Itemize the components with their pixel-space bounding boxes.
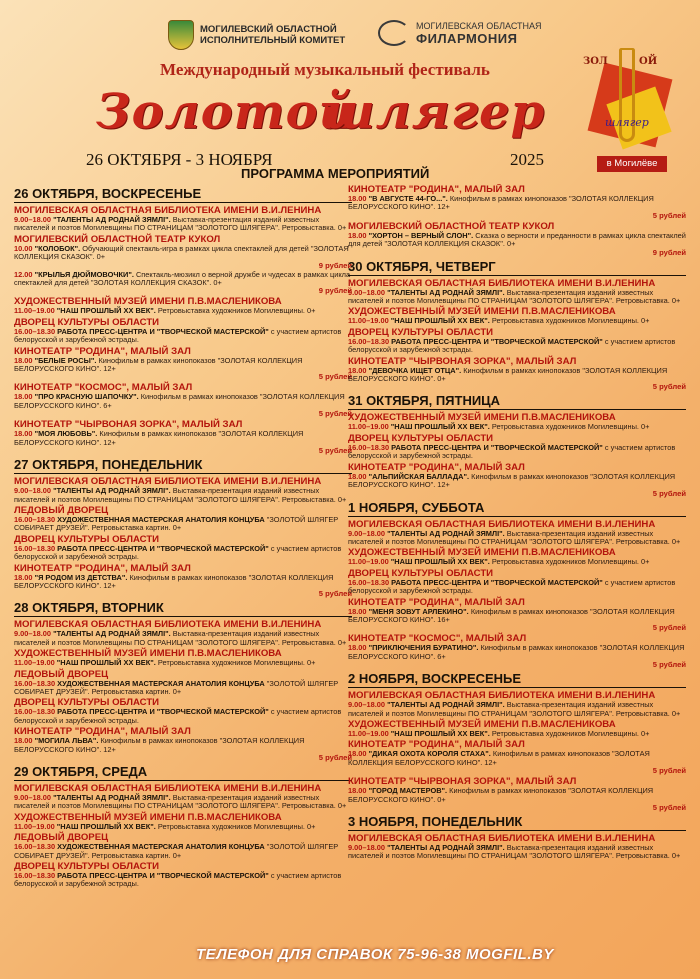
venue-heading: МОГИЛЕВСКАЯ ОБЛАСТНАЯ БИБЛИОТЕКА ИМЕНИ В.И.ЛЕНИНА (348, 277, 656, 289)
event-time: 18.00 (348, 643, 367, 653)
event-time: 16.00–18.30 (348, 336, 390, 346)
venue-heading: КИНОТЕАТР "РОДИНА", МАЛЫЙ ЗАЛ (348, 596, 525, 608)
venue-heading: КИНОТЕАТР "ЧЫРВОНАЯ ЗОРКА", МАЛЫЙ ЗАЛ (348, 776, 577, 788)
event-name: "НАШ ПРОШЛЫЙ XX ВЕК". (56, 658, 156, 668)
event-price: 5 рублей (652, 488, 686, 498)
venue-heading: КИНОТЕАТР "РОДИНА", МАЛЫЙ ЗАЛ (348, 184, 525, 195)
event-entry (14, 574, 352, 599)
event-time: 18.00 (348, 749, 367, 759)
event-description: с участием артистов белорусской и зарубежной эстрады. (14, 326, 342, 345)
event-name: "ТАЛЕНТЫ АД РОДНАЙ ЗЯМЛІ". (53, 793, 171, 802)
venue-heading: МОГИЛЕВСКАЯ ОБЛАСТНАЯ БИБЛИОТЕКА ИМЕНИ В.И.ЛЕНИНА (14, 476, 322, 488)
event-name: "ПРО КРАСНУЮ ШАПОЧКУ". (34, 392, 139, 402)
venue-heading: МОГИЛЕВСКАЯ ОБЛАСТНАЯ БИБЛИОТЕКА ИМЕНИ В.И.ЛЕНИНА (348, 518, 656, 530)
event-entry (348, 579, 686, 596)
event-description: Выставка-презентация изданий известных писателей и поэтов Могилевщины ПО СТРАНИЦАМ "ЗОЛОТОГО ШЛЯГЕРА". Ретровыставка. 0+ (14, 629, 347, 647)
event-name: "НАШ ПРОШЛЫЙ XX ВЕК". (390, 422, 490, 432)
philharmonic-logo-icon (378, 20, 410, 46)
event-time: 11.00–19.00 (14, 658, 55, 668)
event-name: "Я РОДОМ ИЗ ДЕТСТВА". (34, 572, 128, 582)
venue-heading: ХУДОЖЕСТВЕННЫЙ МУЗЕЙ ИМЕНИ П.В.МАСЛЕНИКОВА (348, 547, 616, 559)
event-name: ХУДОЖЕСТВЕННАЯ МАСТЕРСКАЯ АНАТОЛИЯ КОНЦУБА (57, 514, 265, 524)
event-name: РАБОТА ПРЕСС-ЦЕНТРА И "ТВОРЧЕСКОЙ МАСТЕРСКОЙ" (57, 326, 269, 336)
event-entry (14, 245, 352, 270)
venue-heading: ДВОРЕЦ КУЛЬТУРЫ ОБЛАСТИ (14, 316, 160, 328)
venue-heading: КИНОТЕАТР "КОСМОС", МАЛЫЙ ЗАЛ (348, 633, 527, 645)
event-time: 16.00–18.30 (14, 543, 56, 553)
event-name: "НАШ ПРОШЛЫЙ XX ВЕК". (390, 557, 490, 567)
event-description: Кинофильм в рамках кинопоказов "ЗОЛОТАЯ КОЛЛЕКЦИЯ БЕЛОРУССКОГО КИНО". 12+ (14, 355, 303, 374)
event-entry (348, 367, 686, 392)
event-price: 5 рублей (652, 382, 686, 392)
event-time: 18.00 (14, 392, 33, 402)
event-time: 9.00–18.00 (14, 486, 51, 496)
event-description: Кинофильм в рамках кинопоказов "ЗОЛОТАЯ КОЛЛЕКЦИЯ БЕЛОРУССКОГО КИНО". 12+ (14, 736, 305, 754)
event-entry (14, 357, 352, 382)
event-time: 9.00–18.00 (14, 629, 51, 639)
day-heading: 2 НОЯБРЯ, ВОСКРЕСЕНЬЕ (348, 671, 686, 688)
event-entry (14, 271, 352, 296)
venue-heading: КИНОТЕАТР "РОДИНА", МАЛЫЙ ЗАЛ (14, 345, 191, 357)
venue-heading: МОГИЛЕВСКАЯ ОБЛАСТНАЯ БИБЛИОТЕКА ИМЕНИ В.И.ЛЕНИНА (14, 783, 322, 794)
event-time: 9.00–18.00 (14, 793, 51, 802)
event-entry (14, 487, 352, 504)
event-entry (14, 843, 352, 860)
event-time: 18.00 (348, 786, 367, 796)
event-entry (348, 558, 686, 566)
venue-heading: МОГИЛЕВСКАЯ ОБЛАСТНАЯ БИБЛИОТЕКА ИМЕНИ В.И.ЛЕНИНА (14, 619, 322, 631)
event-description: Спектакль-мюзикл о верной дружбе и чудесах в рамках цикла спектаклей для детей "ЗОЛОТАЯ КОЛЛЕКЦИЯ СКАЗОК". 0+ (14, 269, 351, 288)
event-name: "ХОРТОН – ВЕРНЫЙ СЛОН". (368, 230, 474, 240)
event-time: 18.00 (14, 572, 33, 582)
logo-city: в Могилёве (597, 156, 667, 172)
event-description: Кинофильм в рамках кинопоказов "ЗОЛОТАЯ КОЛЛЕКЦИЯ БЕЛОРУССКОГО КИНО". 12+ (348, 194, 654, 212)
venue-heading: КИНОТЕАТР "ЧЫРВОНАЯ ЗОРКА", МАЛЫЙ ЗАЛ (14, 419, 243, 431)
venue-heading: ДВОРЕЦ КУЛЬТУРЫ ОБЛАСТИ (348, 432, 494, 444)
event-description: Кинофильм в рамках кинопоказов "ЗОЛОТАЯ КОЛЛЕКЦИЯ БЕЛОРУССКОГО КИНО". 0+ (348, 365, 668, 384)
event-time: 11.00–19.00 (14, 306, 55, 316)
event-entry (14, 430, 352, 455)
event-price: 5 рублей (652, 766, 686, 776)
event-description: Кинофильм в рамках кинопоказов "ЗОЛОТАЯ КОЛЛЕКЦИЯ БЕЛОРУССКОГО КИНО". 12+ (348, 749, 650, 767)
event-price: 9 рублей (318, 286, 352, 296)
event-time: 10.00 (14, 243, 33, 253)
event-name: "ТАЛЕНТЫ АД РОДНАЙ ЗЯМЛІ". (53, 215, 171, 224)
day-heading: 27 ОКТЯБРЯ, ПОНЕДЕЛЬНИК (14, 457, 352, 474)
event-entry (348, 338, 686, 355)
venue-heading: ХУДОЖЕСТВЕННЫЙ МУЗЕЙ ИМЕНИ П.В.МАСЛЕНИКОВА (14, 811, 282, 823)
event-time: 16.00–18.30 (14, 514, 56, 524)
venue-heading: ЛЕДОВЫЙ ДВОРЕЦ (14, 504, 109, 516)
event-entry (14, 216, 352, 233)
venue-heading: ЛЕДОВЫЙ ДВОРЕЦ (14, 832, 109, 844)
event-description: "ЗОЛОТОЙ ШЛЯГЕР СОБИРАЕТ ДРУЗЕЙ". Ретровыставка картин. 0+ (14, 842, 339, 860)
event-description: Кинофильм в рамках кинопоказов "ЗОЛОТАЯ КОЛЛЕКЦИЯ БЕЛОРУССКОГО КИНО". 16+ (348, 606, 675, 624)
venue-heading: ХУДОЖЕСТВЕННЫЙ МУЗЕЙ ИМЕНИ П.В.МАСЛЕНИКОВА (14, 648, 282, 660)
event-time: 18.00 (14, 355, 33, 365)
event-entry (14, 659, 352, 667)
oblast-committee-block (168, 20, 345, 50)
day-heading: 26 ОКТЯБРЯ, ВОСКРЕСЕНЬЕ (14, 186, 352, 203)
event-description: Ретровыставка художников Могилевщины. 0+ (491, 422, 650, 432)
venue-heading: ДВОРЕЦ КУЛЬТУРЫ ОБЛАСТИ (14, 697, 160, 709)
event-time: 16.00–18.30 (14, 842, 56, 852)
venue-heading: ХУДОЖЕСТВЕННЫЙ МУЗЕЙ ИМЕНИ П.В.МАСЛЕНИКОВА (348, 306, 616, 318)
venue-heading: МОГИЛЕВСКАЯ ОБЛАСТНАЯ БИБЛИОТЕКА ИМЕНИ В.И.ЛЕНИНА (348, 833, 656, 844)
event-price: 5 рублей (652, 210, 686, 220)
event-time: 18.00 (348, 230, 367, 240)
philharmonic-big: ФИЛАРМОНИЯ (416, 30, 518, 46)
footer-contact: ТЕЛЕФОН ДЛЯ СПРАВОК 75-96-38 MOGFIL.BY (196, 946, 554, 963)
event-name: "НАШ ПРОШЛЫЙ XX ВЕК". (390, 728, 490, 738)
event-entry (348, 289, 686, 306)
event-price: 5 рублей (318, 409, 352, 419)
event-name: "АЛЬПИЙСКАЯ БАЛЛАДА". (368, 471, 470, 481)
event-entry (348, 750, 686, 775)
event-time: 11.00–19.00 (348, 422, 389, 432)
event-description: с участием артистов белорусской и зарубежной эстрады. (14, 707, 342, 725)
event-entry (348, 644, 686, 669)
event-price: 5 рублей (318, 372, 352, 382)
day-heading: 30 ОКТЯБРЯ, ЧЕТВЕРГ (348, 259, 686, 276)
event-entry (348, 232, 686, 257)
event-description: с участием артистов белорусской и зарубежной эстрады. (348, 336, 676, 355)
event-description: Ретровыставка художников Могилевщины. 0+ (491, 557, 650, 567)
event-price: 9 рублей (652, 247, 686, 257)
festival-logo (583, 52, 679, 174)
event-price: 5 рублей (318, 753, 352, 762)
venue-heading: МОГИЛЕВСКАЯ ОБЛАСТНАЯ БИБЛИОТЕКА ИМЕНИ В.И.ЛЕНИНА (14, 205, 322, 216)
poster-header (0, 0, 700, 182)
event-time: 18.00 (14, 429, 33, 439)
venue-heading: ДВОРЕЦ КУЛЬТУРЫ ОБЛАСТИ (14, 533, 160, 545)
event-name: "ПРИКЛЮЧЕНИЯ БУРАТИНО". (368, 643, 479, 653)
event-description: Ретровыставка художников Могилевщины. 0+ (157, 658, 316, 668)
org-left-line-2: ИСПОЛНИТЕЛЬНЫЙ КОМИТЕТ (200, 35, 346, 46)
event-description: Кинофильм в рамках кинопоказов "ЗОЛОТАЯ КОЛЛЕКЦИЯ БЕЛОРУССКОГО КИНО". 0+ (348, 786, 654, 804)
event-time: 16.00–18.30 (14, 871, 56, 881)
event-time: 16.00–18.30 (348, 442, 390, 452)
event-time: 9.00–18.00 (348, 700, 385, 710)
event-description: "ЗОЛОТОЙ ШЛЯГЕР СОБИРАЕТ ДРУЗЕЙ". Ретровыставка картин. 0+ (14, 514, 339, 533)
event-description: Обучающий спектакль-игра в рамках цикла спектаклей для детей "ЗОЛОТАЯ КОЛЛЕКЦИЯ СКАЗОК". 0+ (14, 243, 349, 262)
venue-heading: КИНОТЕАТР "РОДИНА", МАЛЫЙ ЗАЛ (14, 726, 191, 738)
event-name: РАБОТА ПРЕСС-ЦЕНТРА И "ТВОРЧЕСКОЙ МАСТЕРСКОЙ" (57, 707, 269, 717)
event-description: с участием артистов белорусской и зарубежной эстрады. (348, 577, 676, 596)
event-price: 5 рублей (652, 660, 686, 670)
event-time: 11.00–19.00 (348, 557, 389, 567)
event-description: Выставка-презентация изданий известных писателей и поэтов Могилевщины ПО СТРАНИЦАМ "ЗОЛОТОГО ШЛЯГЕРА". Ретровыставка. 0+ (14, 793, 347, 811)
event-time: 18.00 (348, 365, 367, 375)
event-entry (348, 423, 686, 431)
event-entry (14, 680, 352, 697)
day-heading: 29 ОКТЯБРЯ, СРЕДА (14, 764, 352, 781)
venue-heading: МОГИЛЕВСКИЙ ОБЛАСТНОЙ ТЕАТР КУКОЛ (348, 220, 555, 232)
event-description: Кинофильм в рамках кинопоказов "ЗОЛОТАЯ КОЛЛЕКЦИЯ БЕЛОРУССКОГО КИНО". 6+ (348, 643, 685, 661)
event-entry (14, 823, 352, 831)
event-name: "КОЛОБОК". (34, 243, 81, 253)
event-entry (14, 737, 352, 762)
event-description: с участием артистов белорусской и зарубежной эстрады. (14, 543, 342, 562)
venue-heading: МОГИЛЕВСКИЙ ОБЛАСТНОЙ ТЕАТР КУКОЛ (14, 233, 221, 245)
event-name: "В АВГУСТЕ 44-ГО...". (368, 194, 448, 203)
event-time: 11.00–19.00 (348, 728, 389, 738)
event-price: 9 рублей (318, 260, 352, 270)
event-name: "ТАЛЕНТЫ АД РОДНАЙ ЗЯМЛІ". (387, 843, 505, 852)
event-time: 9.00–18.00 (14, 215, 51, 224)
venue-heading: КИНОТЕАТР "РОДИНА", МАЛЫЙ ЗАЛ (348, 739, 525, 751)
festival-title-word-2: шлягер (324, 84, 546, 140)
event-name: ХУДОЖЕСТВЕННАЯ МАСТЕРСКАЯ АНАТОЛИЯ КОНЦУБА (57, 842, 265, 852)
event-description: с участием артистов белорусской и зарубежной эстрады. (14, 871, 342, 889)
venue-heading: ХУДОЖЕСТВЕННЫЙ МУЗЕЙ ИМЕНИ П.В.МАСЛЕНИКОВА (348, 412, 616, 424)
event-description: Ретровыставка художников Могилевщины. 0+ (157, 306, 316, 316)
event-description: Выставка-презентация изданий известных писателей и поэтов Могилевщины ПО СТРАНИЦАМ "ЗОЛОТОГО ШЛЯГЕРА". Ретровыставка. 0+ (14, 215, 347, 233)
event-entry (14, 516, 352, 533)
event-entry (14, 708, 352, 725)
event-entry (348, 195, 686, 220)
event-entry (348, 787, 686, 812)
venue-heading: ДВОРЕЦ КУЛЬТУРЫ ОБЛАСТИ (348, 326, 494, 338)
day-heading: 1 НОЯБРЯ, СУББОТА (348, 500, 686, 517)
event-description: Кинофильм в рамках кинопоказов "ЗОЛОТАЯ КОЛЛЕКЦИЯ БЕЛОРУССКОГО КИНО". 6+ (14, 392, 345, 410)
event-name: "ГОРОД МАСТЕРОВ". (368, 786, 448, 796)
event-description: Кинофильм в рамках кинопоказов "ЗОЛОТАЯ КОЛЛЕКЦИЯ БЕЛОРУССКОГО КИНО". 12+ (14, 429, 304, 447)
event-name: "ТАЛЕНТЫ АД РОДНАЙ ЗЯМЛІ". (53, 629, 171, 639)
org-left-line-1: МОГИЛЕВСКИЙ ОБЛАСТНОЙ (200, 24, 337, 35)
event-name: "ТАЛЕНТЫ АД РОДНАЙ ЗЯМЛІ". (387, 528, 505, 538)
event-entry (348, 730, 686, 738)
venue-heading: ХУДОЖЕСТВЕННЫЙ МУЗЕЙ ИМЕНИ П.В.МАСЛЕНИКОВА (14, 296, 282, 308)
coat-of-arms-icon (168, 20, 194, 50)
program-heading: ПРОГРАММА МЕРОПРИЯТИЙ (241, 166, 430, 181)
venue-heading: МОГИЛЕВСКАЯ ОБЛАСТНАЯ БИБЛИОТЕКА ИМЕНИ В.И.ЛЕНИНА (348, 690, 656, 702)
event-time: 9.00–18.00 (348, 528, 385, 538)
event-name: РАБОТА ПРЕСС-ЦЕНТРА И "ТВОРЧЕСКОЙ МАСТЕРСКОЙ" (391, 577, 603, 587)
event-entry (14, 393, 352, 418)
event-name: "ТАЛЕНТЫ АД РОДНАЙ ЗЯМЛІ". (387, 287, 505, 297)
schedule-left-column (14, 184, 352, 944)
event-entry (348, 701, 686, 718)
event-time: 11.00–19.00 (348, 316, 389, 326)
event-time: 16.00–18.30 (14, 707, 56, 717)
event-description: Сказка о верности и преданности в рамках цикла спектаклей для детей "ЗОЛОТАЯ КОЛЛЕКЦИЯ СКАЗОК". 0+ (348, 230, 686, 249)
venue-heading: КИНОТЕАТР "КОСМОС", МАЛЫЙ ЗАЛ (14, 382, 193, 394)
event-time: 18.00 (348, 606, 367, 616)
venue-heading: ДВОРЕЦ КУЛЬТУРЫ ОБЛАСТИ (14, 861, 160, 873)
event-time: 18.00 (348, 194, 367, 203)
festival-year: 2025 (510, 150, 544, 169)
event-price: 5 рублей (318, 446, 352, 456)
event-name: "ДЕВОЧКА ИЩЕТ ОТЦА". (368, 365, 462, 375)
logo-script: шлягер (605, 116, 649, 129)
event-entry (348, 608, 686, 633)
event-price: 5 рублей (652, 803, 686, 812)
event-price: 5 рублей (652, 623, 686, 633)
event-description: "ЗОЛОТОЙ ШЛЯГЕР СОБИРАЕТ ДРУЗЕЙ". Ретровыставка картин. 0+ (14, 678, 339, 696)
venue-heading: ДВОРЕЦ КУЛЬТУРЫ ОБЛАСТИ (348, 567, 494, 579)
event-description: Ретровыставка художников Могилевщины. 0+ (491, 728, 650, 738)
event-time: 11.00–19.00 (14, 821, 55, 831)
event-description: Выставка-презентация изданий известных писателей и поэтов Могилевщины ПО СТРАНИЦАМ "ЗОЛОТОГО ШЛЯГЕРА". Ретровыставка. 0+ (14, 486, 347, 504)
event-description: Ретровыставка художников Могилевщины. 0+ (491, 316, 650, 326)
event-name: "МОЯ ЛЮБОВЬ". (34, 429, 98, 439)
event-time: 12.00 (14, 269, 33, 279)
event-name: "БЕЛЫЕ РОСЫ". (34, 355, 97, 365)
event-name: "МОГИЛА ЛЬВА". (34, 736, 99, 746)
event-name: РАБОТА ПРЕСС-ЦЕНТРА И "ТВОРЧЕСКОЙ МАСТЕРСКОЙ" (57, 871, 269, 881)
event-entry (348, 473, 686, 498)
event-entry (14, 328, 352, 345)
event-name: "ДИКАЯ ОХОТА КОРОЛЯ СТАХА". (368, 749, 491, 759)
event-name: "НАШ ПРОШЛЫЙ XX ВЕК". (56, 306, 156, 316)
philharmonic-small: МОГИЛЕВСКАЯ ОБЛАСТНАЯ (416, 20, 542, 31)
event-name: "НАШ ПРОШЛЫЙ XX ВЕК". (56, 821, 156, 831)
event-description: Выставка-презентация изданий известных писателей и поэтов Могилевщины ПО СТРАНИЦАМ "ЗОЛОТОГО ШЛЯГЕРА". Ретровыставка. 0+ (348, 528, 681, 546)
event-entry (348, 444, 686, 461)
event-name: РАБОТА ПРЕСС-ЦЕНТРА И "ТВОРЧЕСКОЙ МАСТЕРСКОЙ" (391, 336, 603, 346)
event-name: "ТАЛЕНТЫ АД РОДНАЙ ЗЯМЛІ". (53, 486, 171, 496)
venue-heading: КИНОТЕАТР "ЧЫРВОНАЯ ЗОРКА", МАЛЫЙ ЗАЛ (348, 355, 577, 367)
logo-word-right: ОЙ (639, 56, 658, 67)
event-entry (14, 545, 352, 562)
event-entry (348, 317, 686, 325)
event-time: 9.00–18.00 (348, 287, 385, 297)
event-description: Выставка-презентация изданий известных писателей и поэтов Могилевщины ПО СТРАНИЦАМ "ЗОЛОТОГО ШЛЯГЕРА". Ретровыставка. 0+ (348, 843, 681, 861)
event-time: 16.00–18.30 (14, 326, 56, 336)
event-name: "ТАЛЕНТЫ АД РОДНАЙ ЗЯМЛІ". (387, 700, 505, 710)
venue-heading: КИНОТЕАТР "РОДИНА", МАЛЫЙ ЗАЛ (14, 562, 191, 574)
event-name: РАБОТА ПРЕСС-ЦЕНТРА И "ТВОРЧЕСКОЙ МАСТЕРСКОЙ" (391, 442, 603, 452)
event-description: Ретровыставка художников Могилевщины. 0+ (157, 821, 316, 831)
event-entry (14, 794, 352, 811)
event-time: 9.00–18.00 (348, 843, 385, 852)
event-price: 5 рублей (318, 589, 352, 599)
event-entry (348, 844, 686, 861)
event-name: "НАШ ПРОШЛЫЙ XX ВЕК". (390, 316, 490, 326)
venue-heading: КИНОТЕАТР "РОДИНА", МАЛЫЙ ЗАЛ (348, 461, 525, 473)
event-name: РАБОТА ПРЕСС-ЦЕНТРА И "ТВОРЧЕСКОЙ МАСТЕРСКОЙ" (57, 543, 269, 553)
venue-heading: ЛЕДОВЫЙ ДВОРЕЦ (14, 668, 109, 680)
venue-heading: ХУДОЖЕСТВЕННЫЙ МУЗЕЙ ИМЕНИ П.В.МАСЛЕНИКОВА (348, 718, 616, 730)
event-time: 18.00 (348, 471, 367, 481)
event-name: "МЕНЯ ЗОВУТ АРЛЕКИНО". (368, 606, 469, 616)
schedule-right-column (348, 184, 686, 934)
event-description: Кинофильм в рамках кинопоказов "ЗОЛОТАЯ КОЛЛЕКЦИЯ БЕЛОРУССКОГО КИНО". 12+ (14, 572, 334, 590)
day-heading: 31 ОКТЯБРЯ, ПЯТНИЦА (348, 393, 686, 410)
event-entry (348, 530, 686, 547)
festival-subtitle: Международный музыкальный фестиваль (160, 60, 490, 79)
festival-title-word-1: Золотой (96, 84, 355, 140)
philharmonic-block (378, 20, 542, 46)
event-description: Выставка-презентация изданий известных писателей и поэтов Могилевщины ПО СТРАНИЦАМ "ЗОЛОТОГО ШЛЯГЕРА". Ретровыставка. 0+ (348, 700, 681, 718)
logo-word-left: ЗОЛ (583, 56, 608, 67)
event-time: 16.00–18.30 (14, 678, 56, 688)
event-entry (14, 872, 352, 889)
event-description: с участием артистов белорусской и зарубежной эстрады. (348, 442, 676, 461)
festival-dates: 26 ОКТЯБРЯ - 3 НОЯБРЯ (86, 150, 273, 169)
day-heading: 3 НОЯБРЯ, ПОНЕДЕЛЬНИК (348, 814, 686, 831)
event-name: ХУДОЖЕСТВЕННАЯ МАСТЕРСКАЯ АНАТОЛИЯ КОНЦУБА (57, 678, 265, 688)
event-time: 18.00 (14, 736, 33, 746)
event-entry (14, 630, 352, 647)
event-description: Выставка-презентация изданий известных писателей и поэтов Могилевщины ПО СТРАНИЦАМ "ЗОЛОТОГО ШЛЯГЕРА". Ретровыставка. 0+ (348, 287, 681, 306)
day-heading: 28 ОКТЯБРЯ, ВТОРНИК (14, 600, 352, 617)
event-name: "КРЫЛЬЯ ДЮЙМОВОЧКИ". (34, 269, 134, 279)
event-time: 16.00–18.30 (348, 577, 390, 587)
event-description: Кинофильм в рамках кинопоказов "ЗОЛОТАЯ КОЛЛЕКЦИЯ БЕЛОРУССКОГО КИНО". 12+ (348, 471, 676, 490)
event-entry (14, 307, 352, 315)
